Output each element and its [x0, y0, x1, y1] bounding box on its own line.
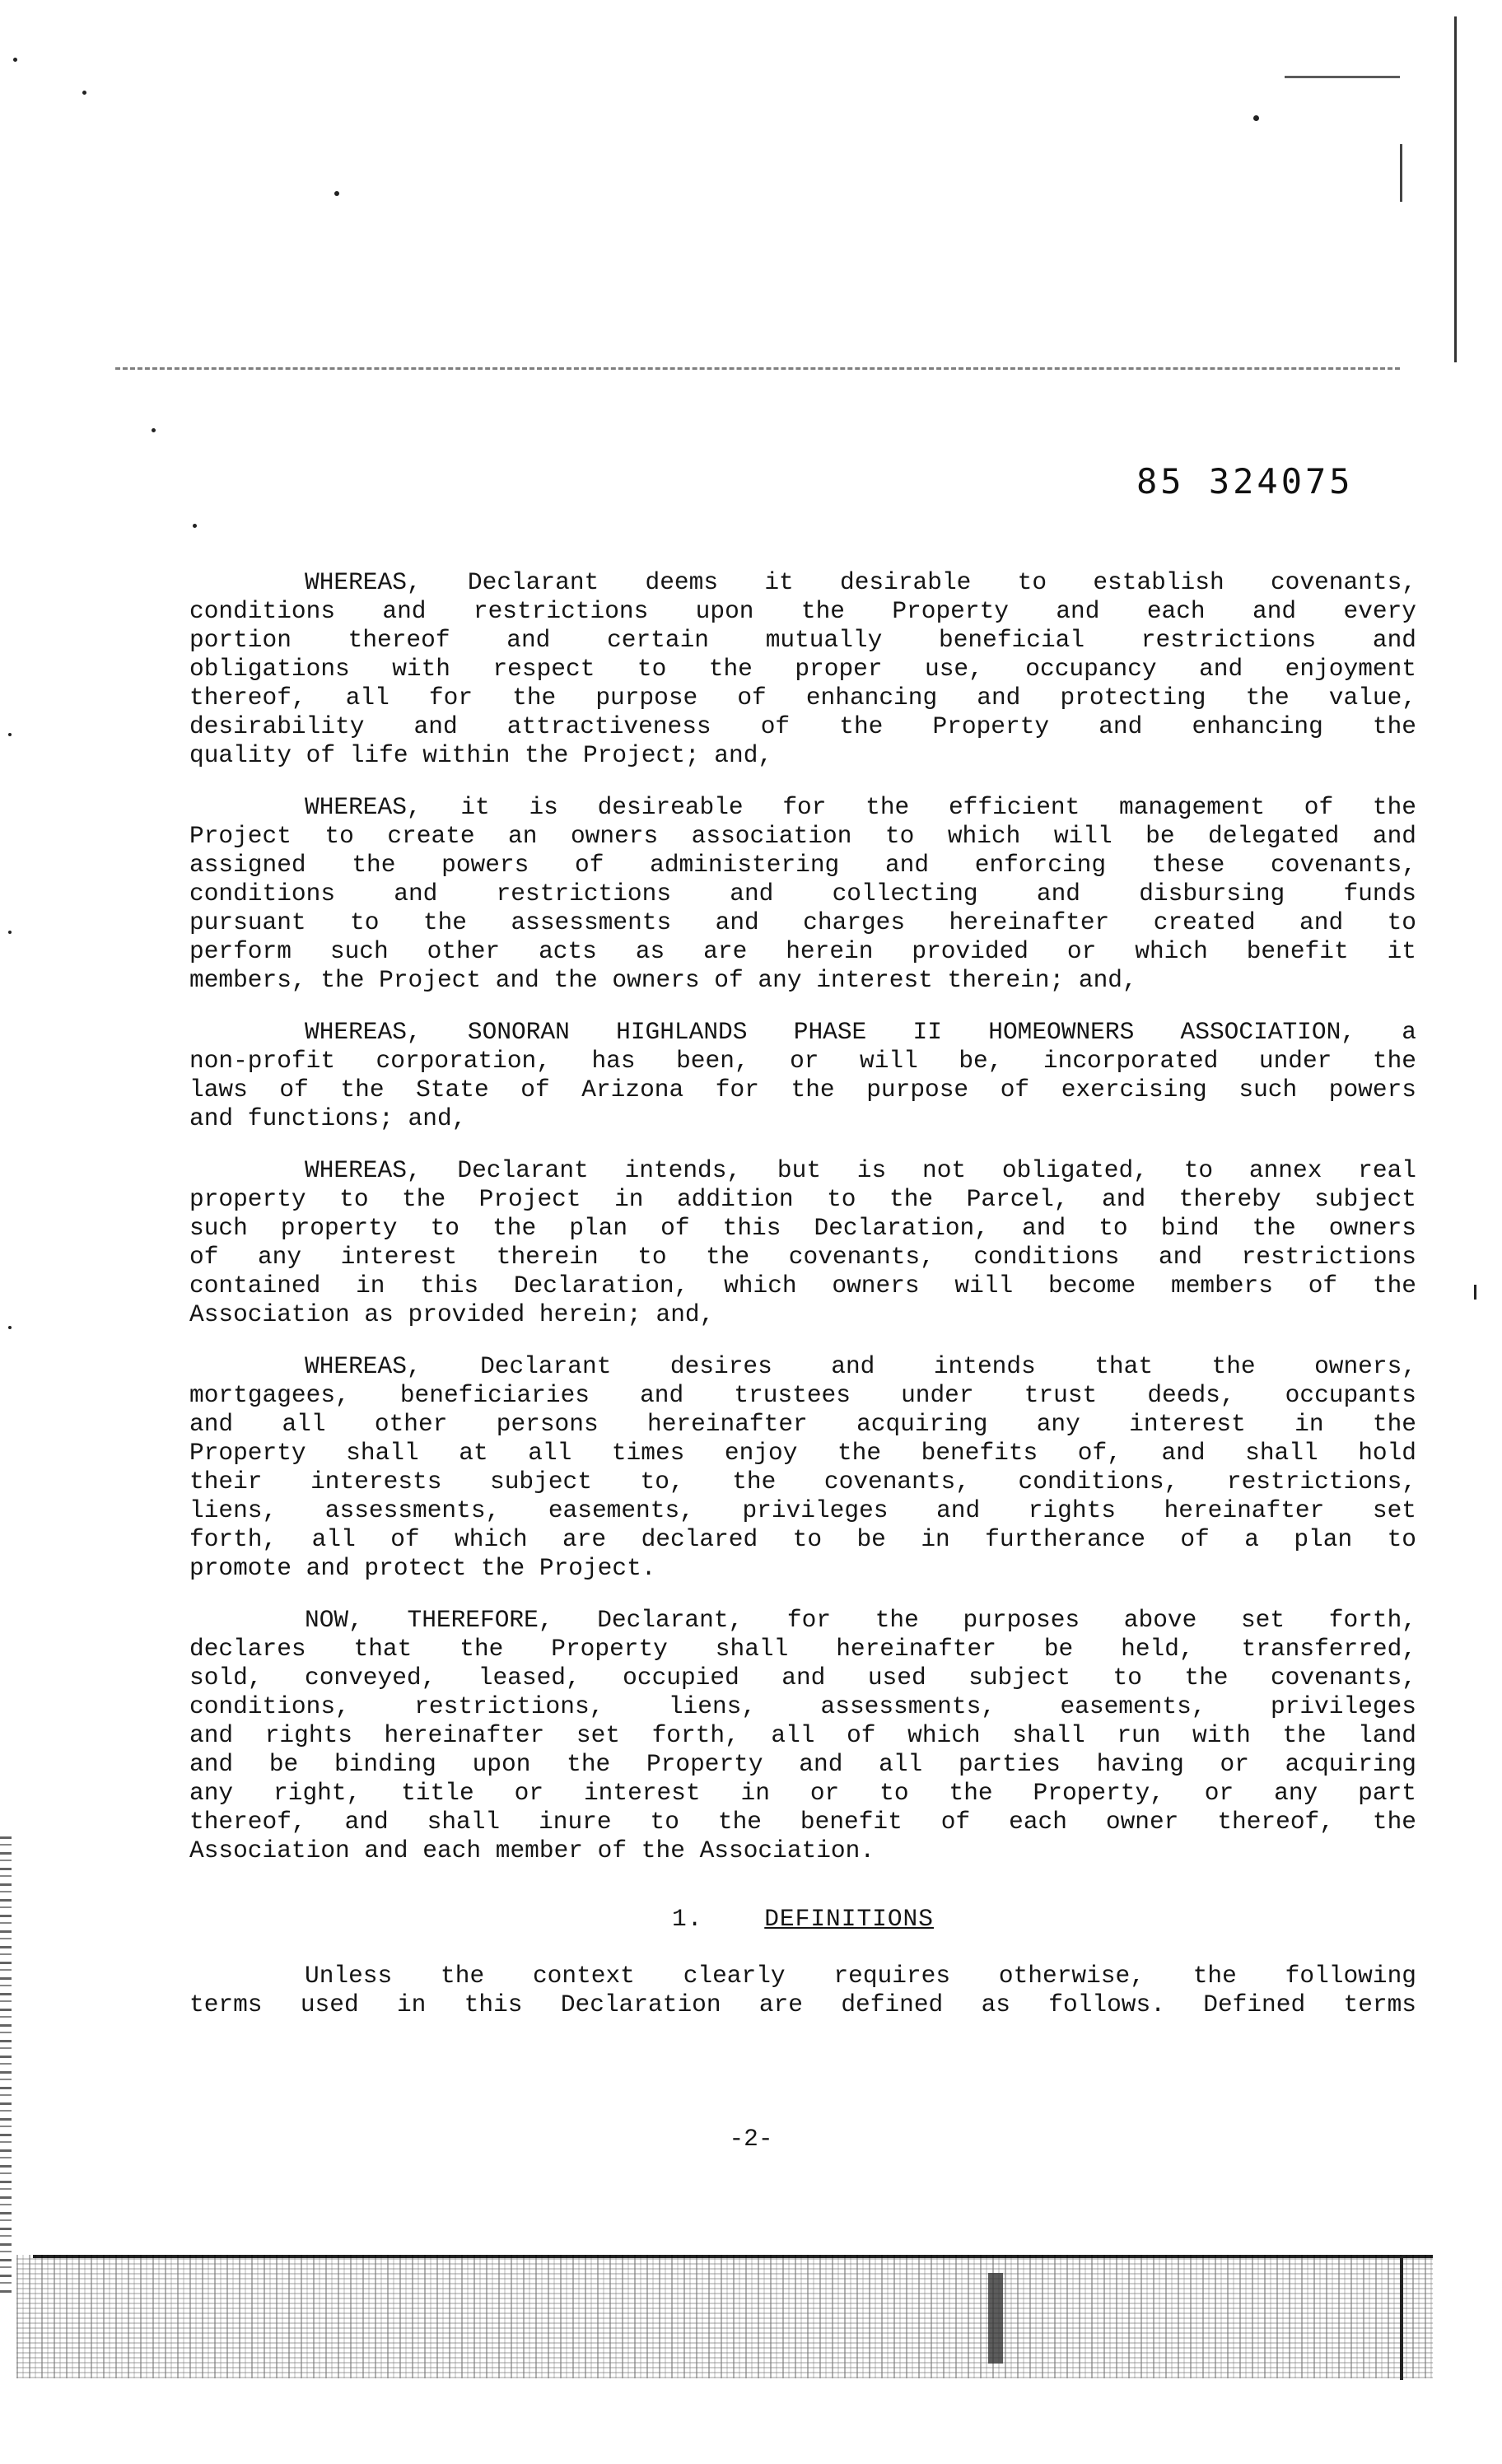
text-line: obligations with respect to the proper use, occupancy and enjoyment	[189, 655, 1416, 683]
scan-artifact-left-edge	[0, 1836, 12, 2298]
paragraph	[189, 1352, 1416, 1583]
scan-speck	[1474, 1285, 1476, 1300]
scan-speck	[193, 524, 197, 528]
paragraph	[189, 1606, 1416, 1865]
text-line: NOW, THEREFORE, Declarant, for the purposes above set forth,	[305, 1606, 1416, 1634]
text-line: mortgagees, beneficiaries and trustees under trust deeds, occupants	[189, 1381, 1416, 1409]
text-line: and rights hereinafter set forth, all of which shall run with the land	[189, 1721, 1416, 1749]
text-line: Property shall at all times enjoy the benefits of, and shall hold	[189, 1439, 1416, 1467]
definitions-intro	[189, 1962, 1416, 2019]
text-line: promote and protect the Project.	[189, 1554, 656, 1582]
text-line: perform such other acts as are herein provided or which benefit it	[189, 937, 1416, 965]
text-line: Association and each member of the Association.	[189, 1836, 875, 1864]
section-heading	[189, 1905, 1416, 1934]
text-line: desirability and attractiveness of the Property and enhancing the	[189, 712, 1416, 740]
section-number: 1.	[672, 1905, 703, 1933]
paragraph	[189, 1018, 1416, 1133]
text-line: members, the Project and the owners of any interest therein; and,	[189, 966, 1137, 994]
scan-artifact-bottom-bar	[988, 2273, 1003, 2364]
text-line: WHEREAS, it is desireable for the efficient management of the	[305, 793, 1416, 821]
scan-speck	[8, 733, 12, 736]
text-line: laws of the State of Arizona for the purpose of exercising such powers	[189, 1076, 1416, 1104]
text-line: assigned the powers of administering and enforcing these covenants,	[189, 851, 1416, 879]
text-line: such property to the plan of this Declaration, and to bind the owners	[189, 1214, 1416, 1242]
text-line: thereof, and shall inure to the benefit of each owner thereof, the	[189, 1808, 1416, 1836]
recitals	[189, 568, 1416, 1865]
text-line: Association as provided herein; and,	[189, 1300, 715, 1328]
text-line: property to the Project in addition to the Parcel, and thereby subject	[189, 1185, 1416, 1213]
text-line: conditions and restrictions upon the Property and each and every	[189, 597, 1416, 625]
text-line: conditions, restrictions, liens, assessments, easements, privileges	[189, 1692, 1416, 1720]
document-body	[189, 568, 1416, 2042]
text-line: portion thereof and certain mutually beneficial restrictions and	[189, 626, 1416, 654]
scan-speck	[82, 91, 86, 95]
text-line: of any interest therein to the covenants, conditions and restrictions	[189, 1243, 1416, 1271]
text-line: Project to create an owners association to which will be delegated and	[189, 822, 1416, 850]
scan-artifact-bottom-noise	[16, 2255, 1433, 2378]
scan-artifact-top-line	[115, 367, 1400, 370]
document-number: 85 324075	[1136, 461, 1354, 502]
scan-speck	[8, 931, 12, 934]
text-line: their interests subject to, the covenants, conditions, restrictions,	[189, 1468, 1416, 1496]
text-line: WHEREAS, Declarant intends, but is not obligated, to annex real	[305, 1156, 1416, 1184]
scan-speck	[1253, 115, 1259, 121]
paragraph	[189, 793, 1416, 995]
text-line: and be binding upon the Property and all parties having or acquiring	[189, 1750, 1416, 1778]
text-line: declares that the Property shall hereinafter be held, transferred,	[189, 1635, 1416, 1663]
page-number: -2-	[729, 2125, 773, 2153]
text-line: and functions; and,	[189, 1104, 467, 1132]
text-line: conditions and restrictions and collecting and disbursing funds	[189, 880, 1416, 908]
scan-artifact-right-edge	[1454, 16, 1457, 362]
text-line: any right, title or interest in or to the Property, or any part	[189, 1779, 1416, 1807]
text-line: thereof, all for the purpose of enhancing and protecting the value,	[189, 684, 1416, 712]
text-line: and all other persons hereinafter acquiring any interest in the	[189, 1410, 1416, 1438]
scan-speck	[13, 58, 17, 62]
text-line: liens, assessments, easements, privileges and rights hereinafter set	[189, 1496, 1416, 1524]
text-line: sold, conveyed, leased, occupied and used subject to the covenants,	[189, 1664, 1416, 1692]
text-line: non-profit corporation, has been, or will be, incorporated under the	[189, 1047, 1416, 1075]
paragraph	[189, 568, 1416, 770]
scan-speck	[8, 1326, 12, 1329]
scan-speck	[152, 428, 156, 432]
text-line: pursuant to the assessments and charges hereinafter created and to	[189, 908, 1416, 936]
text-line: WHEREAS, Declarant deems it desirable to establish covenants,	[305, 568, 1416, 596]
section-title: DEFINITIONS	[764, 1905, 934, 1933]
text-line: WHEREAS, Declarant desires and intends that the owners,	[305, 1352, 1416, 1380]
scan-speck	[334, 191, 339, 196]
text-line: contained in this Declaration, which owners will become members of the	[189, 1272, 1416, 1300]
text-line: Unless the context clearly requires otherwise, the following	[305, 1962, 1416, 1990]
scan-artifact-right-tick	[1400, 144, 1402, 202]
paragraph	[189, 1156, 1416, 1329]
scan-artifact-corner-mark	[1285, 58, 1400, 78]
text-line: WHEREAS, SONORAN HIGHLANDS PHASE II HOMEOWNERS ASSOCIATION, a	[305, 1018, 1416, 1046]
text-line: terms used in this Declaration are defined as follows. Defined terms	[189, 1990, 1416, 2018]
text-line: forth, all of which are declared to be in furtherance of a plan to	[189, 1525, 1416, 1553]
scan-artifact-bottom-frame	[1400, 2256, 1403, 2380]
text-line: quality of life within the Project; and,	[189, 741, 773, 769]
